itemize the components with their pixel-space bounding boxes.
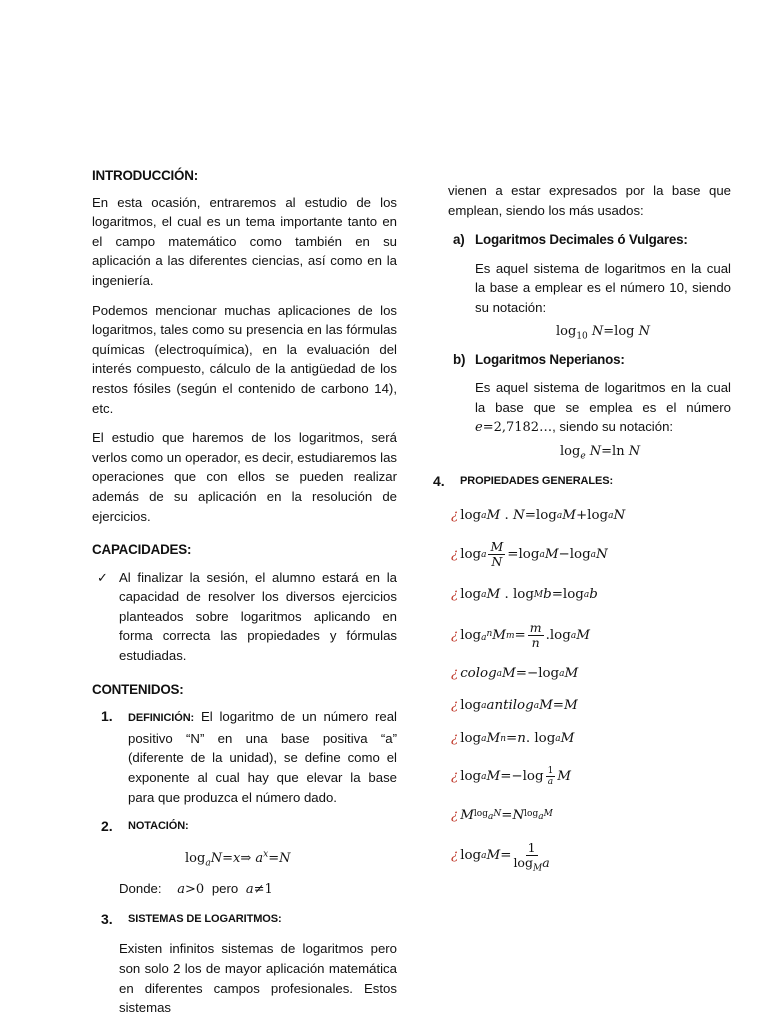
decimales-heading (448, 230, 731, 250)
definicion-text: El logaritmo de un número real positivo “N” en una base positiva “a” (diferente de la unidad), se define como el exponente al cual hay que elevar la base para que produzca el número dado. (128, 709, 397, 805)
neperianos-heading (448, 350, 731, 370)
item-number: 1. (101, 708, 113, 725)
sistemas-item (92, 910, 397, 930)
intro-paragraph-3: El estudio que haremos de los logaritmos, será verlos como un operador, es decir, estudiaremos las operaciones que con ellos se pueden realizar además de su aplicación en la resolución de ejercicios. (92, 430, 397, 524)
intro-paragraph-2: Podemos mencionar muchas aplicaciones de los logaritmos, tales como su presencia en las fórmulas químicas (electroquímica), en la evaluación del interés compuesto, cálculo de la antigüedad de los restos fósiles (según el contenido de carbono 14), etc. (92, 302, 397, 416)
neperianos-text-2: , siendo su notación: (552, 419, 674, 435)
definicion-label: DEFINICIÓN: (128, 712, 195, 725)
checkmark-icon: ✓ (97, 569, 108, 585)
sistemas-text: Existen infinitos sistemas de logaritmos pero son solo 2 los de mayor aplicación matemática en diferentes campos profesionales. Estos sistemas (119, 941, 397, 1016)
capacidades-item (92, 568, 397, 666)
b-heading-text: Logaritmos Neperianos: (475, 351, 625, 367)
notacion-formula: $\log_aN=x\Rightarrow$ $a^x=N$ (185, 849, 291, 869)
intro-paragraph-1: En esta ocasión, entraremos al estudio de los logaritmos, el cual es un tema importante tanto en el campo matemático como también en su aplicación a las diferentes ciencias, así como en la ingeniería. (92, 194, 397, 288)
continuation-text: vienen a estar expresados por la base que emplean, siendo los más usados: (448, 183, 731, 218)
property-power: ¿ log a M n = n . log a M (451, 730, 575, 746)
item-number: 4. (433, 472, 445, 489)
notacion-item (92, 817, 397, 837)
contenidos-heading: CONTENIDOS: (92, 681, 184, 697)
right-column (433, 181, 731, 878)
notacion-label: NOTACIÓN: (128, 820, 189, 833)
decimal-formula: $\log_{10} N=\log$ N (556, 323, 650, 342)
property-antilogarithm: ¿ log a antilog a M = M (451, 697, 578, 713)
item-number: 2. (101, 818, 113, 835)
properties-list (451, 498, 731, 878)
propiedades-item (427, 472, 731, 492)
a-heading-text: Logaritmos Decimales ó Vulgares: (475, 232, 688, 248)
property-cologarithm: ¿ colog a M =−log a M (451, 665, 579, 681)
neperiano-formula: $\log_e N=\ln$ N (560, 443, 641, 462)
property-quotient: ¿ log a $\frac{M}{N}$ =log a M −log a N (451, 539, 608, 570)
property-reciprocal-base: ¿ log a M =−log $\frac{1}{a}$ M (451, 766, 572, 788)
propiedades-label: PROPIEDADES GENERALES: (460, 474, 614, 487)
definicion-item (92, 707, 397, 817)
neperianos-text: Es aquel sistema de logaritmos en la cual la base que se emplea es el número e=2,7182…, siendo su notación: (475, 380, 731, 436)
property-chain: ¿ log a M . log M b =log a b (451, 586, 598, 602)
a-label: a) (453, 232, 465, 248)
donde-line: Donde: a>0 pero a≠1 (119, 880, 273, 897)
capacidades-heading: CAPACIDADES: (92, 542, 192, 558)
pero-label: pero (211, 880, 239, 896)
property-exchange: ¿ M $\log_aN$ = N $\log_aM$ (451, 807, 553, 823)
intro-heading: INTRODUCCIÓN: (92, 168, 199, 183)
sistemas-label: SISTEMAS DE LOGARITMOS: (128, 912, 282, 925)
capacidades-text: Al finalizar la sesión, el alumno estará en la capacidad de resolver los diversos ejercicios planteados sobre logaritmos aplicando en forma correcta las propiedades y fórmulas estudiadas. (119, 569, 397, 664)
left-column (92, 166, 397, 1028)
property-power-base: ¿ log $a^n$ M m = $\frac{m}{n}$ .log a M (451, 620, 590, 651)
property-change-base: ¿ log a M = $\frac{1}{\log_Ma}$ (451, 840, 550, 874)
b-label: b) (453, 351, 466, 367)
donde-label: Donde: (119, 880, 162, 896)
decimales-text: Es aquel sistema de logaritmos en la cual la base a emplear es el número 10, siendo su notación: (475, 260, 731, 315)
neperianos-text-1: Es aquel sistema de logaritmos en la cual la base que se emplea es el número (475, 380, 731, 415)
property-product: ¿ log a M . N =log a M +log a N (451, 507, 626, 523)
item-number: 3. (101, 910, 113, 927)
